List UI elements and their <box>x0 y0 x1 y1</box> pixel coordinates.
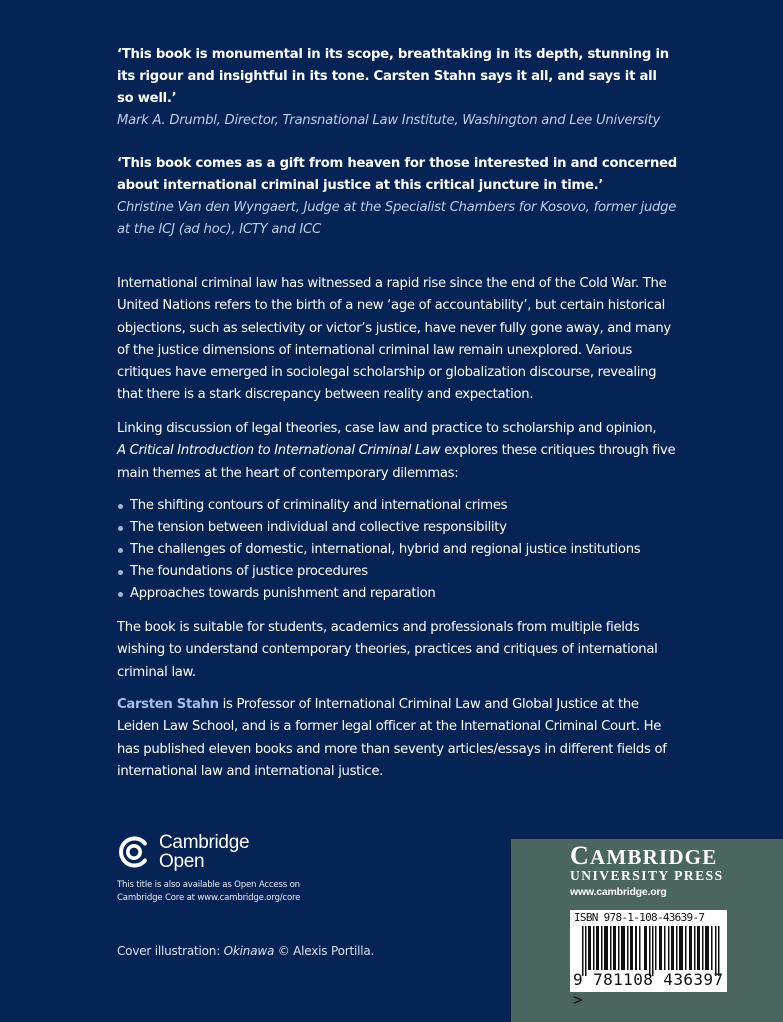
paragraph-2-intro: Linking discussion of legal theories, case law and practice to scholarship and opinion, <box>117 421 657 436</box>
isbn-label: ISBN 978-1-108-43639-7 <box>574 911 705 924</box>
list-item <box>117 517 677 539</box>
author-bio-text: is Professor of International Criminal Law and Global Justice at the Leiden Law School, and is a former legal officer at the International Criminal Court. He has published eleven books and more than seventy articles/essays in different fields of international law and international justice. <box>117 697 667 779</box>
barcode-number: 9 781108 436397 > <box>573 970 724 1009</box>
list-item <box>117 539 677 561</box>
endorsement-1 <box>117 44 677 132</box>
isbn-barcode <box>570 910 727 1009</box>
publisher-name-rest: AMBRIDGE <box>589 845 718 869</box>
publisher-subtitle: UNIVERSITY PRESS <box>570 868 724 883</box>
author-name: Carsten Stahn <box>117 697 219 712</box>
description-paragraph-2 <box>117 418 677 485</box>
theme-text: The tension between individual and collective responsibility <box>130 520 507 535</box>
endorsement-attribution: Christine Van den Wyngaert, Judge at the Specialist Chambers for Kosovo, former judge at the ICJ (ad hoc), ICTY and ICC <box>117 200 677 237</box>
paragraph-2-rest: explores these critiques through five main themes at the heart of contemporary dilemmas: <box>117 443 676 481</box>
credit-suffix: © Alexis Portilla. <box>274 944 375 958</box>
list-item <box>117 561 677 583</box>
cover-illustration-credit <box>117 944 374 958</box>
themes-list <box>117 495 677 605</box>
endorsement-2 <box>117 153 677 241</box>
list-item <box>117 583 677 605</box>
open-access-note-line-1: This title is also available as Open Access on <box>117 880 300 890</box>
wordmark-line-1: Cambridge <box>159 832 250 853</box>
open-access-note <box>117 879 357 905</box>
theme-text: The shifting contours of criminality and international crimes <box>130 498 508 513</box>
cambridge-open-logo <box>117 833 357 871</box>
theme-text: The foundations of justice procedures <box>130 564 368 579</box>
publisher-panel <box>509 837 783 1022</box>
bullet-icon <box>118 504 123 509</box>
bullet-icon <box>118 526 123 531</box>
barcode-icon <box>582 926 722 976</box>
wordmark-line-2: Open <box>159 851 205 872</box>
theme-text: The challenges of domestic, international, hybrid and regional justice institutions <box>130 542 641 557</box>
bullet-icon <box>118 592 123 597</box>
cambridge-open-wordmark <box>159 833 249 871</box>
description-paragraph-1: International criminal law has witnessed a rapid rise since the end of the Cold War. The United Nations refers to the birth of a new ‘age of accountability’, but certain historical objections, such as selectivity or victor’s justice, have never fully gone away, and many of the justice dimensions of international criminal law remain unexplored. Various critiques have emerged in sociolegal scholarship or globalization discourse, revealing that there is a stark discrepancy between reality and expectation. <box>117 276 671 403</box>
author-bio <box>117 694 677 783</box>
open-access-note-line-2: Cambridge Core at www.cambridge.org/core <box>117 893 301 903</box>
bullet-icon <box>118 570 123 575</box>
cambridge-open-logo-icon <box>117 835 151 869</box>
publisher-name-initial: C <box>570 841 590 870</box>
credit-title: Okinawa <box>223 944 275 958</box>
publisher-url: www.cambridge.org <box>570 886 667 898</box>
description-paragraph-3: The book is suitable for students, academics and professionals from multiple fields wishing to understand contemporary theories, practices and critiques of international criminal law. <box>117 620 658 680</box>
publisher-name <box>570 841 724 870</box>
book-title: A Critical Introduction to International Criminal Law <box>117 443 441 459</box>
cambridge-open-block <box>117 833 357 905</box>
credit-prefix: Cover illustration: <box>117 944 224 958</box>
bullet-icon <box>118 548 123 553</box>
endorsement-quote: ‘This book is monumental in its scope, breathtaking in its depth, stunning in its rigour and insightful in its tone. Carsten Stahn says it all, and says it all so well.’ <box>117 47 669 106</box>
endorsement-quote: ‘This book comes as a gift from heaven for those interested in and concerned about international criminal justice at this critical juncture in time.’ <box>117 156 677 193</box>
publisher-logo <box>570 841 724 900</box>
theme-text: Approaches towards punishment and reparation <box>130 586 436 601</box>
endorsement-attribution: Mark A. Drumbl, Director, Transnational Law Institute, Washington and Lee University <box>117 113 661 128</box>
list-item <box>117 495 677 517</box>
